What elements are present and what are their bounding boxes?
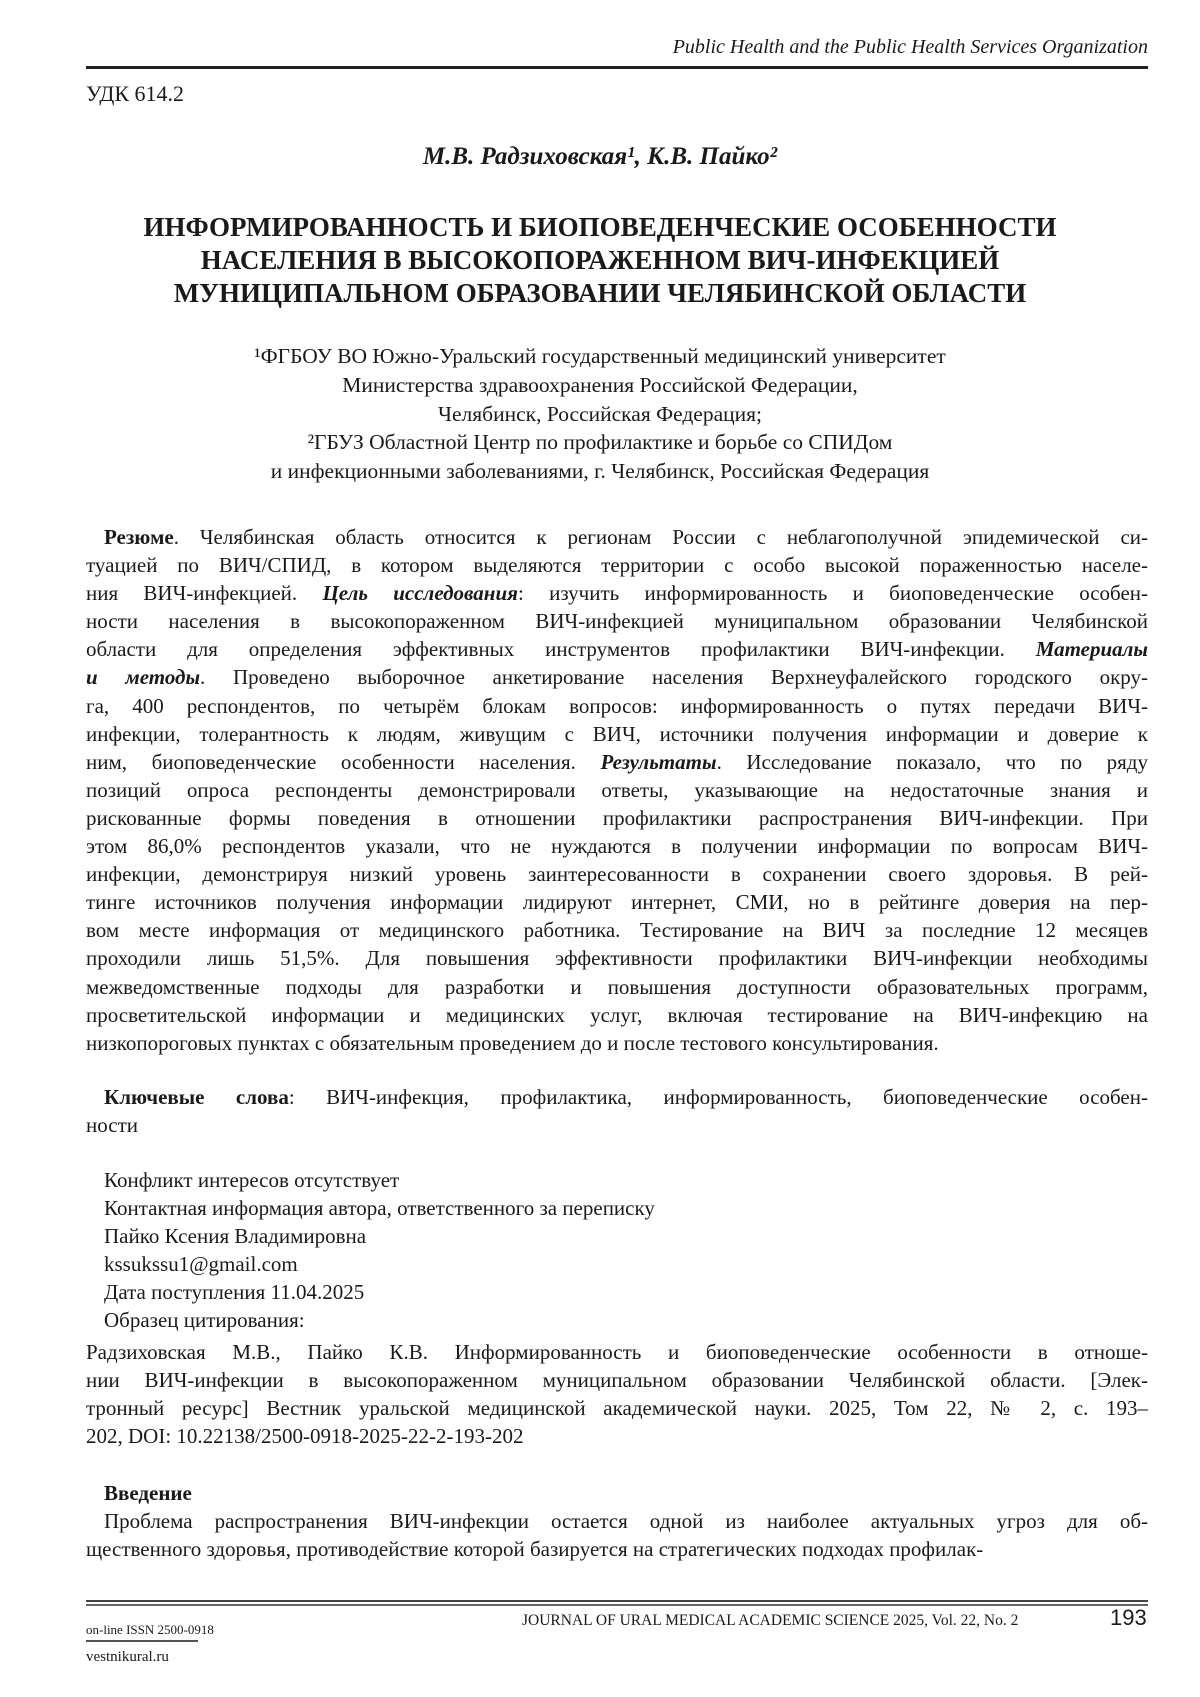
text-line (86, 523, 1148, 551)
title-line: НАСЕЛЕНИЯ В ВЫСОКОПОРАЖЕННОМ ВИЧ-ИНФЕКЦИЕЙ (60, 244, 1140, 277)
text-line (86, 973, 1148, 1001)
emphasis-text: Цель исследования (322, 581, 518, 605)
authors: М.В. Радзиховская¹, К.В. Пайко² (0, 143, 1200, 171)
body-text: Проблема распространения ВИЧ-инфекции остается одной из наиболее актуальных угроз для об- (104, 1509, 1148, 1533)
text-line (86, 1338, 1148, 1366)
contact-name: Пайко Ксения Владимировна (104, 1222, 655, 1250)
body-text: просветительской информации и медицинских услуг, включая тестирование на ВИЧ-инфекцию на (86, 1003, 1148, 1027)
body-text: : ВИЧ-инфекция, профилактика, информированность, биоповеденческие особен- (289, 1085, 1148, 1109)
udk-code: УДК 614.2 (86, 81, 184, 107)
body-text: вом месте информация от медицинского работника. Тестирование на ВИЧ за последние 12 месяцев (86, 918, 1148, 942)
text-line (86, 551, 1148, 579)
journal-citation: JOURNAL OF URAL MEDICAL ACADEMIC SCIENCE 2025, Vol. 22, No. 2 (522, 1612, 1018, 1630)
citation (86, 1338, 1148, 1450)
body-text: рискованные формы поведения в отношении профилактики распространения ВИЧ-инфекции. При (86, 806, 1148, 830)
footer-rule (86, 1604, 1148, 1606)
body-text: : изучить информированность и биоповеденческие особен- (518, 581, 1148, 605)
text-line (86, 1394, 1148, 1422)
keywords (86, 1083, 1148, 1139)
citation-heading: Образец цитирования: (104, 1306, 655, 1334)
body-text: . Исследование показало, что по ряду (717, 750, 1148, 774)
footer-rule (86, 1600, 1148, 1602)
website-link[interactable]: vestnikural.ru (86, 1649, 169, 1666)
emphasis-text: и методы (86, 665, 200, 689)
text-line (86, 1535, 1148, 1563)
text-line (86, 1029, 1148, 1057)
text-line (86, 1111, 1148, 1139)
affiliation-line: ¹ФГБОУ ВО Южно-Уральский государственный медицинский университет (0, 342, 1200, 371)
body-text: туацией по ВИЧ/СПИД, в котором выделяются территории с особо высокой пораженностью населе- (86, 553, 1148, 577)
body-text: инфекции, демонстрируя низкий уровень заинтересованности в сохранении своего здоровья. В рей- (86, 862, 1148, 886)
emphasis-text: Ключевые слова (104, 1085, 289, 1109)
article-title (60, 211, 1140, 310)
contact-info (104, 1166, 655, 1335)
abstract (86, 523, 1148, 1057)
body-text: позиций опроса респонденты демонстрировали ответы, указывающие на недостаточные знания и (86, 778, 1148, 802)
body-text: Радзиховская М.В., Пайко К.В. Информированность и биоповеденческие особенности в отноше- (86, 1340, 1148, 1364)
text-line (86, 804, 1148, 832)
header-rule (86, 66, 1148, 69)
body-text: межведомственные подходы для разработки и повышения доступности образовательных программ, (86, 975, 1148, 999)
emphasis-text: Результаты (601, 750, 717, 774)
text-line (86, 1507, 1148, 1535)
text-line (86, 635, 1148, 663)
affiliation-line: и инфекционными заболеваниями, г. Челябинск, Российская Федерация (0, 457, 1200, 486)
conflict-of-interest: Конфликт интересов отсутствует (104, 1166, 655, 1194)
title-line: ИНФОРМИРОВАННОСТЬ И БИОПОВЕДЕНЧЕСКИЕ ОСОБЕННОСТИ (60, 211, 1140, 244)
issn-underline (86, 1640, 198, 1642)
text-line (86, 692, 1148, 720)
text-line (86, 748, 1148, 776)
text-line (86, 1422, 1148, 1450)
body-text: низкопороговых пунктах с обязательным проведением до и после тестового консультирования. (86, 1031, 939, 1055)
text-line (86, 1083, 1148, 1111)
emphasis-text: Введение (104, 1481, 192, 1505)
body-text: ности (86, 1113, 138, 1137)
issn: on-line ISSN 2500-0918 (86, 1622, 214, 1638)
text-line (86, 1366, 1148, 1394)
body-text: ния ВИЧ-инфекцией. (86, 581, 322, 605)
affiliation-line: Министерства здравоохранения Российской Федерации, (0, 371, 1200, 400)
received-date: Дата поступления 11.04.2025 (104, 1278, 655, 1306)
text-line (86, 579, 1148, 607)
affiliation-line: Челябинск, Российская Федерация; (0, 400, 1200, 429)
body-text: тинге источников получения информации лидируют интернет, СМИ, но в рейтинге доверия на пер- (86, 890, 1148, 914)
body-text: этом 86,0% респондентов указали, что не нуждаются в получении информации по вопросам ВИЧ- (86, 834, 1148, 858)
text-line (86, 607, 1148, 635)
affiliations (0, 342, 1200, 486)
body-text: щественного здоровья, противодействие которой базируется на стратегических подходах профилак- (86, 1537, 983, 1561)
body-text: области для определения эффективных инструментов профилактики ВИЧ-инфекции. (86, 637, 1036, 661)
body-text: 202, DOI: 10.22138/2500-0918-2025-22-2-193-202 (86, 1424, 523, 1448)
affiliation-line: ²ГБУЗ Областной Центр по профилактике и борьбе со СПИДом (0, 428, 1200, 457)
text-line (86, 663, 1148, 691)
body-text: га, 400 респондентов, по четырём блокам вопросов: информированность о путях передачи ВИЧ- (86, 694, 1148, 718)
page-number: 193 (1110, 1605, 1147, 1631)
text-line (86, 888, 1148, 916)
text-line (86, 1479, 1148, 1507)
text-line (86, 832, 1148, 860)
contact-email[interactable]: kssukssu1@gmail.com (104, 1250, 655, 1278)
body-text: нии ВИЧ-инфекции в высокопораженном муниципальном образовании Челябинской области. [Элек- (86, 1368, 1148, 1392)
body-text: . Челябинская область относится к регионам России с неблагополучной эпидемической си- (174, 525, 1148, 549)
text-line (86, 860, 1148, 888)
contact-heading: Контактная информация автора, ответственного за переписку (104, 1194, 655, 1222)
text-line (86, 776, 1148, 804)
body-text: проходили лишь 51,5%. Для повышения эффективности профилактики ВИЧ-инфекции необходимы (86, 946, 1148, 970)
text-line (86, 1001, 1148, 1029)
emphasis-text: Резюме (104, 525, 174, 549)
body-text: тронный ресурс] Вестник уральской медицинской академической науки. 2025, Том 22, № 2, с. 193– (86, 1396, 1148, 1420)
body-text: ности населения в высокопораженном ВИЧ-инфекцией муниципальном образовании Челябинской (86, 609, 1148, 633)
body-text: ним, биоповеденческие особенности населения. (86, 750, 601, 774)
text-line (86, 944, 1148, 972)
body-text: . Проведено выборочное анкетирование населения Верхнеуфалейского городского окру- (200, 665, 1148, 689)
running-header: Public Health and the Public Health Services Organization (673, 36, 1148, 59)
body-text: инфекции, толерантность к людям, живущим с ВИЧ, источники получения информации и доверие к (86, 722, 1148, 746)
text-line (86, 720, 1148, 748)
title-line: МУНИЦИПАЛЬНОМ ОБРАЗОВАНИИ ЧЕЛЯБИНСКОЙ ОБЛАСТИ (60, 277, 1140, 310)
text-line (86, 916, 1148, 944)
introduction (86, 1479, 1148, 1563)
emphasis-text: Материалы (1036, 637, 1148, 661)
